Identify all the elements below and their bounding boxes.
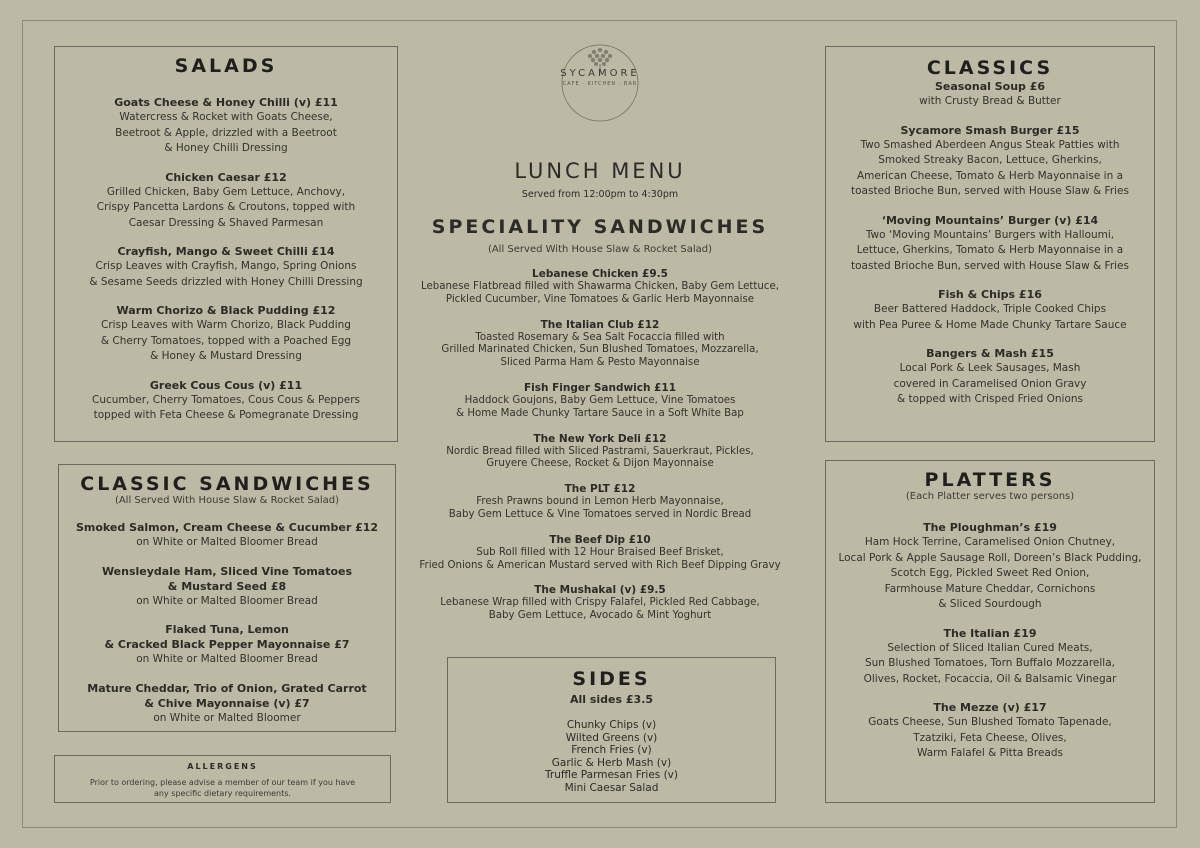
menu-item — [826, 346, 1154, 408]
classic-sandwiches-note: (All Served With House Slaw & Rocket Salad) — [114, 495, 340, 506]
menu-item-description: & topped with Crisped Fried Onions — [897, 393, 1083, 405]
sides-list — [448, 719, 775, 794]
side-item: Truffle Parmesan Fries (v) — [545, 769, 678, 781]
speciality-sandwiches-note: (All Served With House Slaw & Rocket Salad) — [487, 244, 713, 255]
menu-item-description: Nordic Bread filled with Sliced Pastrami, Sauerkraut, Pickles, — [446, 445, 754, 457]
menu-item-title: Fish & Chips £16 — [938, 288, 1042, 301]
lunch-menu-title: LUNCH MENU — [514, 159, 686, 183]
menu-item-description: & Cherry Tomatoes, topped with a Poached Egg — [100, 334, 352, 347]
menu-item-description: Beer Battered Haddock, Triple Cooked Chips — [873, 303, 1107, 315]
menu-item-title: Chicken Caesar £12 — [165, 170, 287, 184]
menu-item-description: Farmhouse Mature Cheddar, Cornichons — [884, 582, 1096, 595]
menu-item-description: Crisp Leaves with Crayfish, Mango, Spring Onions — [95, 260, 357, 272]
menu-item-description: Scotch Egg, Pickled Sweet Red Onion, — [890, 567, 1090, 579]
menu-item — [59, 520, 395, 551]
menu-item — [410, 381, 790, 421]
menu-item — [410, 583, 790, 623]
menu-item-title: Seasonal Soup £6 — [934, 80, 1046, 93]
menu-item-title: & Mustard Seed £8 — [167, 579, 287, 593]
menu-item-title: The Ploughman’s £19 — [923, 521, 1057, 534]
menu-item-description: Ham Hock Terrine, Caramelised Onion Chutney, — [864, 536, 1116, 548]
menu-item-title: The New York Deli £12 — [533, 432, 667, 445]
menu-item-description: toasted Brioche Bun, served with House Slaw & Fries — [851, 259, 1129, 272]
menu-item — [826, 700, 1154, 762]
menu-item-title: ‘Moving Mountains’ Burger (v) £14 — [881, 213, 1099, 227]
menu-item-title: & Cracked Black Pepper Mayonnaise £7 — [104, 638, 350, 651]
menu-item-title: The Italian Club £12 — [540, 318, 660, 331]
menu-item — [826, 520, 1154, 613]
allergens-line: any specific dietary requirements. — [154, 789, 291, 798]
menu-item — [59, 681, 395, 727]
menu-item-description: Haddock Goujons, Baby Gem Lettuce, Vine Tomatoes — [464, 394, 736, 406]
menu-item-description: Watercress & Rocket with Goats Cheese, — [119, 111, 333, 123]
side-item: Wilted Greens (v) — [565, 731, 658, 744]
classic-sandwiches-panel — [58, 464, 396, 732]
platters-heading: PLATTERS — [924, 469, 1056, 491]
menu-item — [410, 267, 790, 307]
sides-heading: SIDES — [572, 668, 651, 690]
menu-item-description: Grilled Marinated Chicken, Sun Blushed Tomatoes, Mozzarella, — [441, 344, 759, 356]
menu-item-title: Lebanese Chicken £9.5 — [532, 268, 668, 280]
menu-item-description: Goats Cheese, Sun Blushed Tomato Tapenade, — [868, 716, 1112, 728]
side-item: French Fries (v) — [571, 744, 652, 756]
allergens-text — [55, 777, 390, 799]
menu-item — [59, 564, 395, 610]
menu-item-description: & Honey & Mustard Dressing — [150, 350, 302, 362]
classics-heading: CLASSICS — [926, 57, 1054, 79]
sides-price: All sides £3.5 — [569, 693, 654, 706]
menu-item-description: Cucumber, Cherry Tomatoes, Cous Cous & Peppers — [91, 393, 361, 406]
side-item: Mini Caesar Salad — [564, 781, 659, 794]
classics-panel — [825, 46, 1155, 442]
side-item: Chunky Chips (v) — [566, 719, 657, 731]
menu-item — [410, 482, 790, 522]
menu-item — [826, 287, 1154, 333]
menu-item-description: American Cheese, Tomato & Herb Mayonnaise in a — [856, 169, 1124, 182]
speciality-sandwiches-list — [410, 267, 790, 623]
menu-item-description: on White or Malted Bloomer Bread — [136, 594, 318, 607]
menu-item-description: & Sliced Sourdough — [938, 598, 1042, 610]
menu-item — [55, 378, 397, 424]
menu-item-description: Baby Gem Lettuce & Vine Tomatoes served in Nordic Bread — [448, 508, 752, 520]
sides-panel — [447, 657, 776, 803]
menu-item — [55, 170, 397, 232]
menu-item-description: Lebanese Wrap filled with Crispy Falafel, Pickled Red Cabbage, — [440, 597, 760, 609]
brand-subtitle: CAFE · KITCHEN · BAR — [562, 81, 638, 87]
menu-item-title: The PLT £12 — [564, 483, 636, 496]
menu-item-description: Lettuce, Gherkins, Tomato & Herb Mayonnaise in a — [856, 244, 1124, 256]
menu-item — [826, 626, 1154, 688]
served-times: Served from 12:00pm to 4:30pm — [521, 189, 679, 200]
menu-item-description: Fresh Prawns bound in Lemon Herb Mayonnaise, — [476, 496, 724, 508]
menu-item-title: The Beef Dip £10 — [549, 533, 651, 546]
menu-item-description: Fried Onions & American Mustard served with Rich Beef Dipping Gravy — [419, 559, 781, 571]
menu-item — [55, 244, 397, 290]
menu-item — [826, 123, 1154, 200]
menu-item-title: Wensleydale Ham, Sliced Vine Tomatoes — [101, 564, 353, 578]
menu-item-description: covered in Caramelised Onion Gravy — [893, 377, 1087, 390]
brand-name: SYCAMORE — [560, 68, 640, 79]
menu-item — [826, 79, 1154, 110]
menu-item-title: Smoked Salmon, Cream Cheese & Cucumber £12 — [75, 521, 379, 534]
menu-item-description: Pickled Cucumber, Vine Tomatoes & Garlic Herb Mayonnaise — [445, 293, 755, 305]
menu-item-description: with Crusty Bread & Butter — [919, 95, 1061, 107]
menu-item-description: on White or Malted Bloomer Bread — [136, 653, 318, 665]
menu-item-description: Tzatziki, Feta Cheese, Olives, — [913, 731, 1067, 744]
allergens-panel — [54, 755, 391, 803]
menu-item-title: Flaked Tuna, Lemon — [165, 623, 289, 636]
menu-item-title: Goats Cheese & Honey Chilli (v) £11 — [114, 96, 338, 109]
salads-heading: SALADS — [174, 55, 278, 77]
menu-item-title: Fish Finger Sandwich £11 — [523, 381, 677, 394]
menu-item — [59, 622, 395, 668]
menu-item — [410, 318, 790, 370]
menu-item — [55, 303, 397, 365]
menu-item-description: with Pea Puree & Home Made Chunky Tartare Sauce — [853, 318, 1127, 331]
allergens-line: Prior to ordering, please advise a member of our team if you have — [89, 778, 356, 787]
menu-item-description: on White or Malted Bloomer — [153, 711, 301, 724]
menu-item-description: Crispy Pancetta Lardons & Croutons, topped with — [96, 201, 356, 213]
menu-item-description: Local Pork & Apple Sausage Roll, Doreen’s Black Pudding, — [838, 551, 1142, 564]
menu-item-description: & Home Made Chunky Tartare Sauce in a Soft White Bap — [456, 407, 744, 419]
classics-list — [826, 79, 1154, 408]
menu-item-description: Two Smashed Aberdeen Angus Steak Patties with — [860, 138, 1120, 151]
center-column — [410, 40, 790, 623]
menu-item-description: Caesar Dressing & Shaved Parmesan — [128, 216, 324, 229]
menu-item-description: Crisp Leaves with Warm Chorizo, Black Pudding — [101, 319, 351, 331]
classic-sandwiches-list — [59, 520, 395, 726]
menu-item-title: Bangers & Mash £15 — [926, 347, 1054, 360]
side-item: Garlic & Herb Mash (v) — [551, 756, 672, 769]
platters-list — [826, 520, 1154, 762]
menu-item-description: toasted Brioche Bun, served with House Slaw & Fries — [851, 185, 1129, 197]
menu-item-description: Baby Gem Lettuce, Avocado & Mint Yoghurt — [488, 610, 712, 622]
menu-item-title: Greek Cous Cous (v) £11 — [149, 378, 303, 392]
menu-item-description: Gruyere Cheese, Rocket & Dijon Mayonnaise — [486, 458, 714, 470]
menu-item-title: Sycamore Smash Burger £15 — [900, 123, 1080, 137]
allergens-heading: ALLERGENS — [187, 762, 258, 771]
menu-item-title: Mature Cheddar, Trio of Onion, Grated Carrot — [87, 681, 367, 695]
menu-item-title: Warm Chorizo & Black Pudding £12 — [116, 304, 336, 317]
menu-item — [410, 432, 790, 472]
menu-item-description: Sliced Parma Ham & Pesto Mayonnaise — [500, 357, 700, 369]
menu-item-description: Beetroot & Apple, drizzled with a Beetroot — [115, 126, 337, 139]
menu-item-title: The Italian £19 — [943, 626, 1037, 640]
menu-item-title: Crayfish, Mango & Sweet Chilli £14 — [117, 245, 335, 258]
menu-item-description: Two ‘Moving Mountains’ Burgers with Halloumi, — [865, 228, 1115, 241]
menu-item — [410, 533, 790, 573]
menu-item-title: The Mushakal (v) £9.5 — [534, 584, 666, 597]
menu-item — [55, 95, 397, 157]
platters-note: (Each Platter serves two persons) — [905, 491, 1075, 502]
menu-item-description: Local Pork & Leek Sausages, Mash — [899, 362, 1081, 374]
menu-item-description: Smoked Streaky Bacon, Lettuce, Gherkins, — [878, 154, 1102, 166]
menu-item-description: Warm Falafel & Pitta Breads — [917, 747, 1063, 759]
salads-list — [55, 95, 397, 424]
menu-item-description: & Sesame Seeds drizzled with Honey Chilli Dressing — [89, 275, 363, 288]
menu-item-description: Lebanese Flatbread filled with Shawarma Chicken, Baby Gem Lettuce, — [421, 281, 779, 292]
menu-item-description: on White or Malted Bloomer Bread — [136, 536, 318, 548]
menu-item-description: Olives, Rocket, Focaccia, Oil & Balsamic Vinegar — [863, 672, 1117, 685]
menu-item-title: & Chive Mayonnaise (v) £7 — [144, 696, 310, 710]
menu-item-description: topped with Feta Cheese & Pomegranate Dressing — [93, 409, 359, 421]
platters-panel — [825, 460, 1155, 803]
menu-item-description: Sub Roll filled with 12 Hour Braised Beef Brisket, — [476, 546, 724, 558]
menu-item-description: Selection of Sliced Italian Cured Meats, — [887, 641, 1093, 654]
salads-panel — [54, 46, 398, 442]
menu-item-description: & Honey Chilli Dressing — [164, 142, 288, 154]
speciality-sandwiches-heading: SPECIALITY SANDWICHES — [431, 216, 769, 238]
menu-item — [826, 213, 1154, 275]
menu-item-description: Sun Blushed Tomatoes, Torn Buffalo Mozzarella, — [864, 657, 1116, 669]
menu-item-description: Toasted Rosemary & Sea Salt Focaccia filled with — [475, 331, 725, 343]
classic-sandwiches-heading: CLASSIC SANDWICHES — [80, 473, 374, 495]
menu-item-description: Grilled Chicken, Baby Gem Lettuce, Anchovy, — [106, 185, 346, 198]
menu-item-title: The Mezze (v) £17 — [933, 701, 1047, 714]
